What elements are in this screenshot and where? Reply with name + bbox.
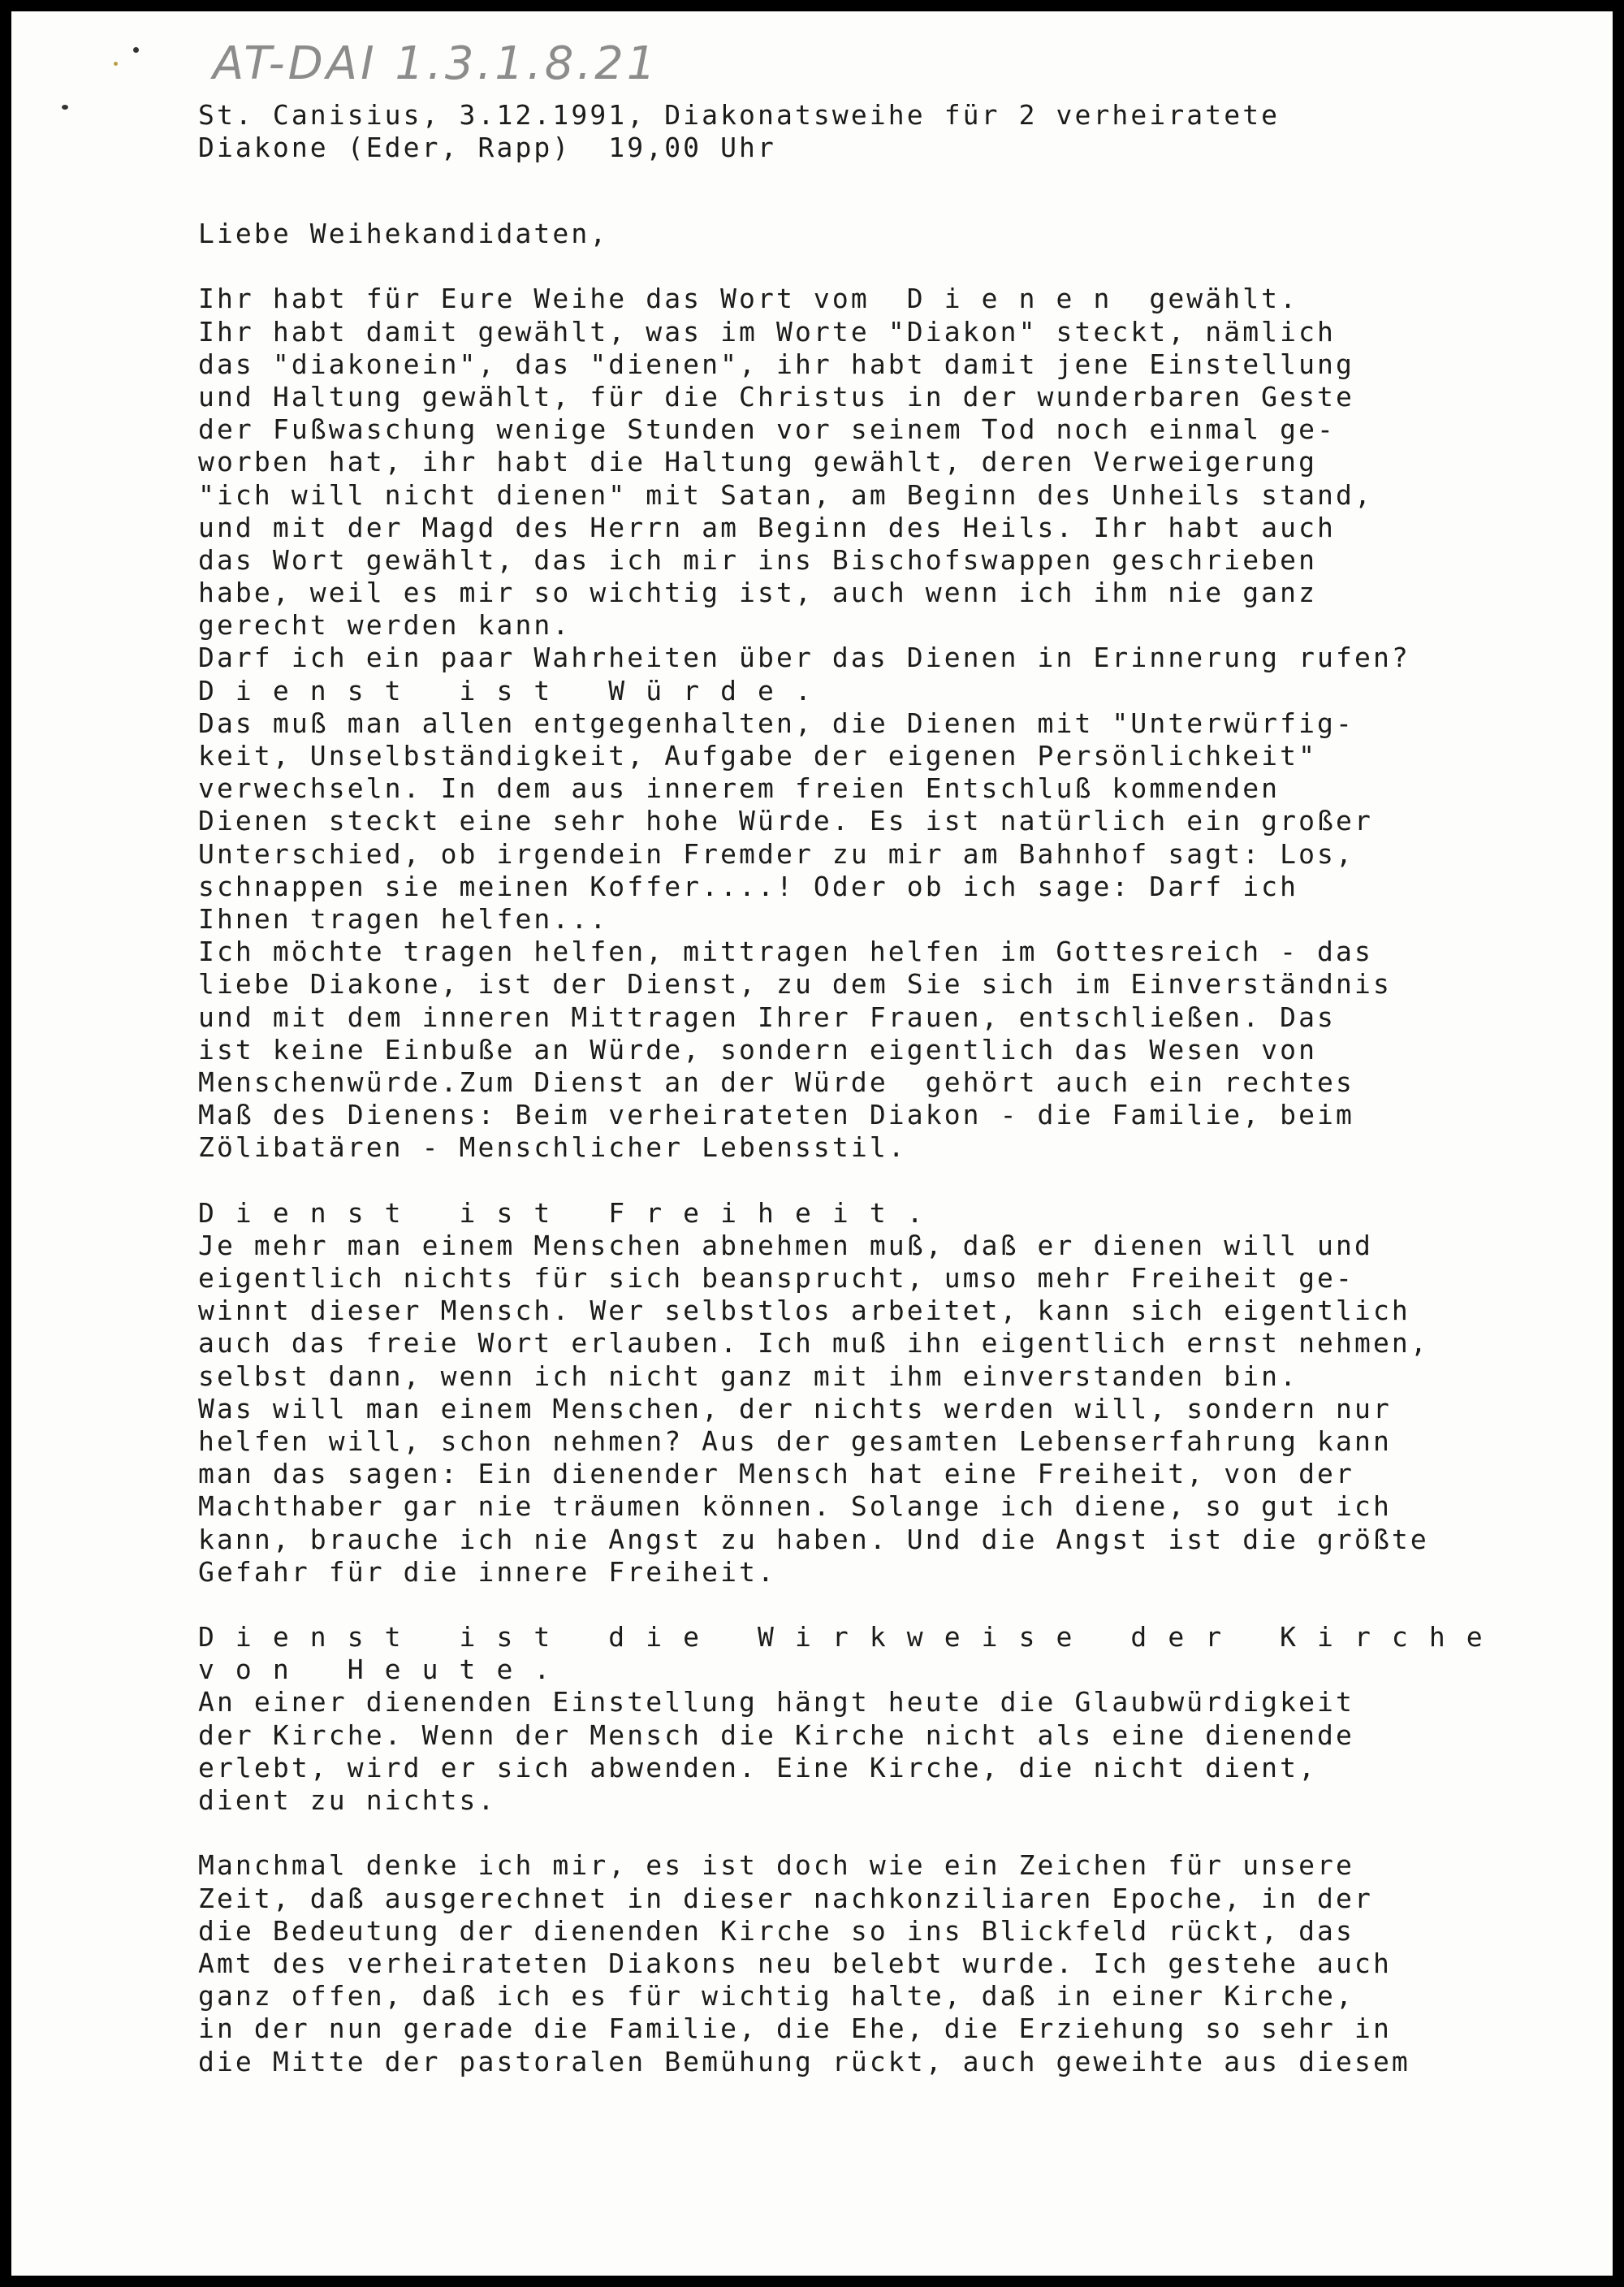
text-line: liebe Diakone, ist der Dienst, zu dem Sie sich im Einverständnis: [198, 968, 1392, 1001]
text-line: die Mitte der pastoralen Bemühung rückt, auch geweihte aus diesem: [198, 2045, 1410, 2077]
text-line: Was will man einem Menschen, der nichts werden will, sondern nur: [198, 1392, 1392, 1425]
text-line: Darf ich ein paar Wahrheiten über das Dienen in Erinnerung rufen?: [198, 642, 1410, 674]
document-page: [11, 11, 1613, 2276]
text-line: Maß des Dienens: Beim verheirateten Diakon - die Familie, beim: [198, 1099, 1354, 1131]
text-line: erlebt, wird er sich abwenden. Eine Kirche, die nicht dient,: [198, 1751, 1318, 1783]
text-line: und Haltung gewählt, für die Christus in der wunderbaren Geste: [198, 380, 1354, 413]
document-header: [198, 99, 1611, 164]
text-line: der Fußwaschung wenige Stunden vor seinem Tod noch einmal ge-: [198, 413, 1337, 446]
header-line: St. Canisius, 3.12.1991, Diakonatsweihe für 2 verheiratete: [198, 99, 1281, 131]
archive-reference: AT-DAI 1.3.1.8.21: [213, 37, 659, 90]
text-line: die Bedeutung der dienenden Kirche so ins Blickfeld rückt, das: [198, 1914, 1354, 1947]
text-line: kann, brauche ich nie Angst zu haben. Und die Angst ist die größte: [198, 1523, 1429, 1555]
text-line: schnappen sie meinen Koffer....! Oder ob ich sage: Darf ich: [198, 870, 1299, 902]
text-line: D i e n s t i s t d i e W i r k w e i s e d e r K i r c h e: [198, 1621, 1485, 1654]
text-line: in der nun gerade die Familie, die Ehe, die Erziehung so sehr in: [198, 2012, 1392, 2045]
text-line: selbst dann, wenn ich nicht ganz mit ihm einverstanden bin.: [198, 1360, 1299, 1392]
ink-speck: [133, 47, 139, 53]
ink-speck: [114, 62, 118, 66]
text-line: das Wort gewählt, das ich mir ins Bischofswappen geschrieben: [198, 543, 1318, 576]
document-body: [198, 218, 1611, 2078]
text-line: Manchmal denke ich mir, es ist doch wie ein Zeichen für unsere: [198, 1849, 1354, 1882]
text-line: das "diakonein", das "dienen", ihr habt damit jene Einstellung: [198, 348, 1354, 380]
text-line: Zeit, daß ausgerechnet in dieser nachkonziliaren Epoche, in der: [198, 1882, 1373, 1914]
text-line: [198, 1817, 1611, 1849]
text-line: dient zu nichts.: [198, 1784, 497, 1816]
text-line: An einer dienenden Einstellung hängt heute die Glaubwürdigkeit: [198, 1686, 1354, 1718]
text-line: man das sagen: Ein dienender Mensch hat eine Freiheit, von der: [198, 1458, 1354, 1490]
text-line: D i e n s t i s t W ü r d e .: [198, 674, 814, 707]
text-line: ganz offen, daß ich es für wichtig halte, daß in einer Kirche,: [198, 1980, 1354, 2012]
text-line: [198, 1164, 1611, 1196]
text-line: Gefahr für die innere Freiheit.: [198, 1555, 776, 1588]
text-line: Ihnen tragen helfen...: [198, 902, 609, 935]
text-line: worben hat, ihr habt die Haltung gewählt, deren Verweigerung: [198, 446, 1318, 478]
text-line: Unterschied, ob irgendein Fremder zu mir am Bahnhof sagt: Los,: [198, 837, 1354, 870]
text-line: verwechseln. In dem aus innerem freien Entschluß kommenden: [198, 772, 1281, 805]
text-line: [198, 250, 1611, 283]
text-line: der Kirche. Wenn der Mensch die Kirche nicht als eine dienende: [198, 1718, 1354, 1751]
text-line: habe, weil es mir so wichtig ist, auch wenn ich ihm nie ganz: [198, 577, 1318, 609]
text-line: ist keine Einbuße an Würde, sondern eigentlich das Wesen von: [198, 1033, 1318, 1066]
text-line: D i e n s t i s t F r e i h e i t .: [198, 1196, 926, 1229]
text-line: eigentlich nichts für sich beansprucht, umso mehr Freiheit ge-: [198, 1262, 1354, 1294]
text-line: Machthaber gar nie träumen können. Solange ich diene, so gut ich: [198, 1490, 1392, 1523]
text-line: keit, Unselbständigkeit, Aufgabe der eigenen Persönlichkeit": [198, 740, 1318, 772]
text-line: Liebe Weihekandidaten,: [198, 218, 609, 249]
ink-speck: [62, 105, 68, 110]
text-line: Ihr habt damit gewählt, was im Worte "Diakon" steckt, nämlich: [198, 315, 1337, 348]
text-line: Zölibatären - Menschlicher Lebensstil.: [198, 1131, 907, 1164]
text-line: Amt des verheirateten Diakons neu belebt wurde. Ich gestehe auch: [198, 1947, 1392, 1979]
text-line: Je mehr man einem Menschen abnehmen muß, daß er dienen will und: [198, 1229, 1373, 1261]
text-line: [198, 1589, 1611, 1621]
text-line: Ihr habt für Eure Weihe das Wort vom D i e n e n gewählt.: [198, 283, 1299, 315]
text-line: Ich möchte tragen helfen, mittragen helfen im Gottesreich - das: [198, 936, 1373, 968]
text-line: auch das freie Wort erlauben. Ich muß ihn eigentlich ernst nehmen,: [198, 1327, 1429, 1360]
text-line: gerecht werden kann.: [198, 609, 572, 642]
text-line: winnt dieser Mensch. Wer selbstlos arbeitet, kann sich eigentlich: [198, 1295, 1410, 1327]
header-line: Diakone (Eder, Rapp) 19,00 Uhr: [198, 132, 776, 164]
text-line: und mit dem inneren Mittragen Ihrer Frauen, entschließen. Das: [198, 1001, 1337, 1033]
text-line: Dienen steckt eine sehr hohe Würde. Es ist natürlich ein großer: [198, 805, 1373, 837]
text-line: Menschenwürde.Zum Dienst an der Würde gehört auch ein rechtes: [198, 1066, 1354, 1098]
text-line: "ich will nicht dienen" mit Satan, am Beginn des Unheils stand,: [198, 478, 1373, 511]
text-line: Das muß man allen entgegenhalten, die Dienen mit "Unterwürfig-: [198, 707, 1354, 739]
text-line: und mit der Magd des Herrn am Beginn des Heils. Ihr habt auch: [198, 511, 1337, 543]
text-line: helfen will, schon nehmen? Aus der gesamten Lebenserfahrung kann: [198, 1425, 1392, 1457]
text-line: v o n H e u t e .: [198, 1654, 553, 1686]
